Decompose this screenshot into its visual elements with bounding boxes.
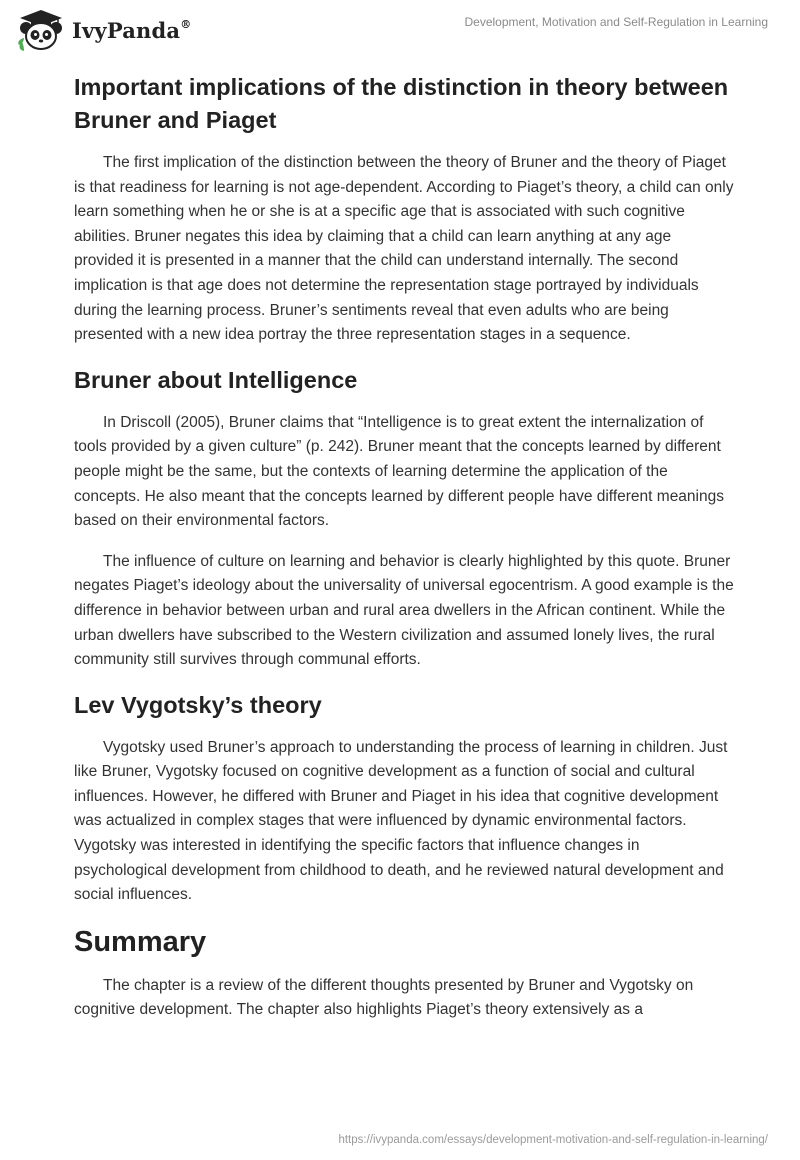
section-heading-summary: Summary [74, 925, 207, 958]
paragraph: In Driscoll (2005), Bruner claims that “Intelligence is to great extent the internalization of tools provided by a given culture” (p. 242). Bruner meant that the concepts learned by different people might be the same, but the contexts of learning determine the application of the concepts. He also meant that the concepts learned by different people have different meanings based on their environmental factors. [74, 413, 724, 530]
brand-name: IvyPanda® [72, 17, 192, 43]
ivypanda-logo[interactable] [14, 8, 191, 52]
page-header [0, 0, 800, 60]
paragraph: The first implication of the distinction between the theory of Bruner and the theory of Piaget is that readiness for learning is not age-dependent. According to Piaget’s theory, a child can only learn something when he or she is at a specific age that is associated with such cognitive abilities. Bruner negates this idea by claiming that a child can learn anything at any age provided it is presented in a manner that the child can understand internally. The second implication is that age does not determine the representation stage portrayed by individuals during the learning process. Bruner’s sentiments reveal that even adults who are being presented with a new idea portray the three representation stages in a sequence. [74, 154, 734, 344]
panda-graduate-icon [14, 8, 68, 52]
paragraph: The influence of culture on learning and behavior is clearly highlighted by this quote. Bruner negates Piaget’s ideology about the universality of universal egocentrism. A good example is the difference in behavior between urban and rural area dwellers in the African continent. While the urban dwellers have subscribed to the Western civilization and assumed lonely lives, the rural community still survives through communal efforts. [74, 552, 734, 669]
paragraph: Vygotsky used Bruner’s approach to understanding the process of learning in children. Just like Bruner, Vygotsky focused on cognitive development as a function of social and cultural influences. However, he differed with Bruner and Piaget in his idea that cognitive development was actualized in complex stages that were influenced by dynamic environmental factors. Vygotsky was interested in identifying the specific factors that influence changes in psychological development from childhood to death, and he reviewed natural development and social influences. [74, 738, 728, 904]
document-title: Development, Motivation and Self-Regulation in Learning [464, 15, 768, 29]
source-url-link[interactable]: https://ivypanda.com/essays/development-motivation-and-self-regulation-in-learning/ [338, 1134, 768, 1146]
section-heading-bruner-intelligence: Bruner about Intelligence [74, 366, 358, 393]
paragraph: The chapter is a review of the different thoughts presented by Bruner and Vygotsky on cognitive development. The chapter also highlights Piaget’s theory extensively as a [74, 976, 694, 1019]
article-body [74, 71, 734, 1039]
section-heading-implications: Important implications of the distinction in theory between Bruner and Piaget [74, 74, 729, 133]
section-heading-vygotsky: Lev Vygotsky’s theory [74, 691, 322, 718]
